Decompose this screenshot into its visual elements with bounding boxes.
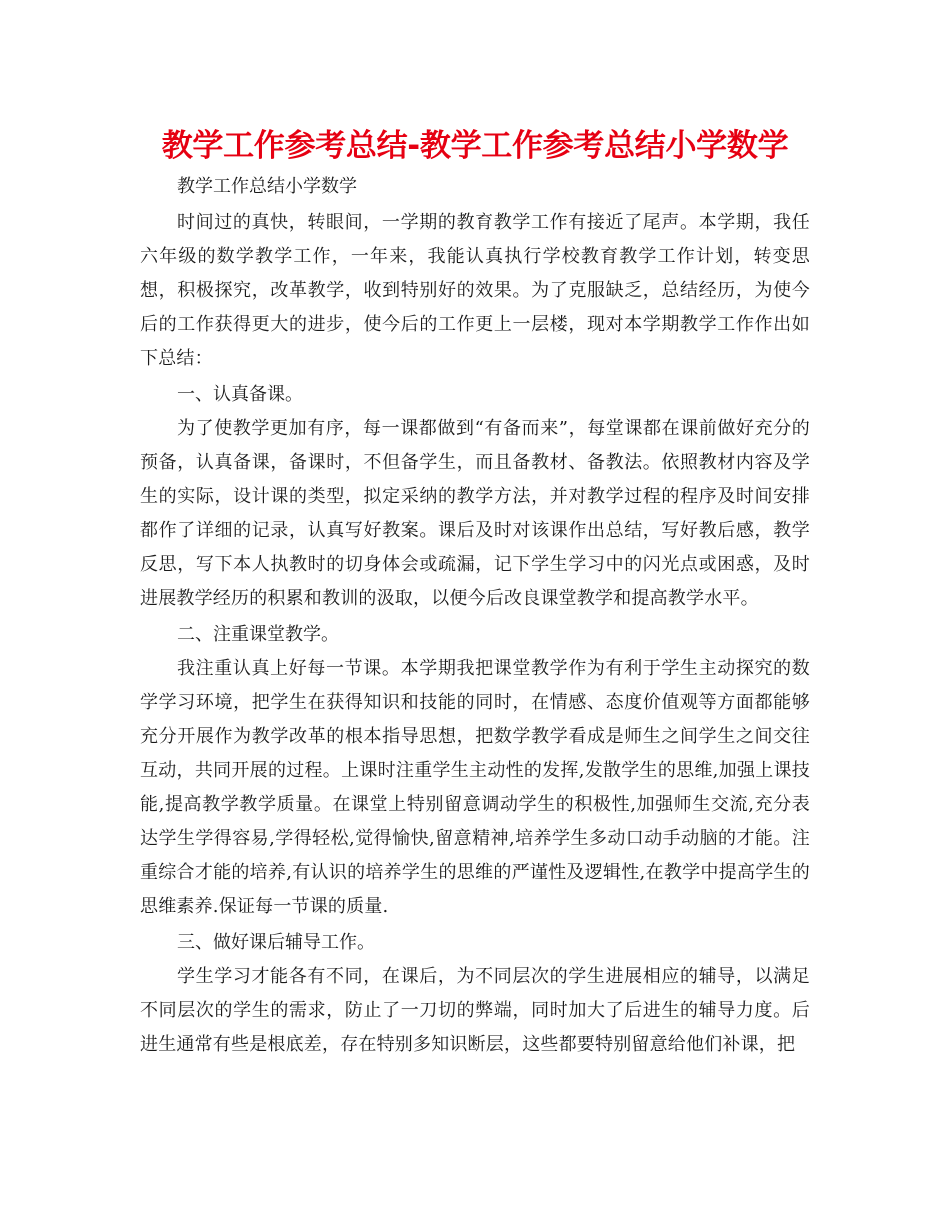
section-body: 我注重认真上好每一节课。本学期我把课堂教学作为有利于学生主动探究的数学学习环境，把学生在获得知识和技能的同时，在情感、态度价值观等方面都能够充分开展作为教学改革的根本指导思想，把数学教学看成是师生之间学生之间交往互动，共同开展的过程。上课时注重学生主动性的发挥,发散学生的思维,加强上课技能,提高教学教学质量。在课堂上特别留意调动学生的积极性,加强师生交流,充分表达学生学得容易,学得轻松,觉得愉快,留意精神,培养学生多动口动手动脑的才能。注重综合才能的培养,有认识的培养学生的思维的严谨性及逻辑性,在教学中提高学生的思维素养.保证每一节课的质量.: [140, 658, 810, 917]
section-1: [140, 378, 810, 616]
section-3: [140, 926, 810, 1062]
document-subtitle: 教学工作总结小学数学: [177, 176, 357, 197]
intro-paragraph: 时间过的真快，转眼间，一学期的教育教学工作有接近了尾声。本学期，我任六年级的数学教学工作，一年来，我能认真执行学校教育教学工作计划，转变思想，积极探究，改革教学，收到特别好的效果。为了克服缺乏，总结经历，为使今后的工作获得更大的进步，使今后的工作更上一层楼，现对本学期教学工作作出如下总结：: [140, 212, 810, 369]
document-title: 教学工作参考总结-教学工作参考总结小学数学: [161, 128, 789, 164]
section-2: [140, 618, 810, 924]
section-heading: 三、做好课后辅导工作。: [177, 932, 375, 953]
section-heading: 二、注重课堂教学。: [177, 624, 339, 645]
section-body: 学生学习才能各有不同，在课后，为不同层次的学生进展相应的辅导，以满足不同层次的学生的需求，防止了一刀切的弊端，同时加大了后进生的辅导力度。后进生通常有些是根底差，存在特别多知识断层，这些都要特别留意给他们补课，把: [140, 966, 810, 1055]
section-body: 为了使教学更加有序，每一课都做到“有备而来”，每堂课都在课前做好充分的预备，认真备课，备课时，不但备学生，而且备教材、备教法。依照教材内容及学生的实际，设计课的类型，拟定采纳的教学方法，并对教学过程的程序及时间安排都作了详细的记录，认真写好教案。课后及时对该课作出总结，写好教后感，教学反思，写下本人执教时的切身体会或疏漏，记下学生学习中的闪光点或困惑，及时进展教学经历的积累和教训的汲取，以便今后改良课堂教学和提高教学水平。: [140, 418, 810, 609]
section-heading: 一、认真备课。: [177, 384, 303, 405]
